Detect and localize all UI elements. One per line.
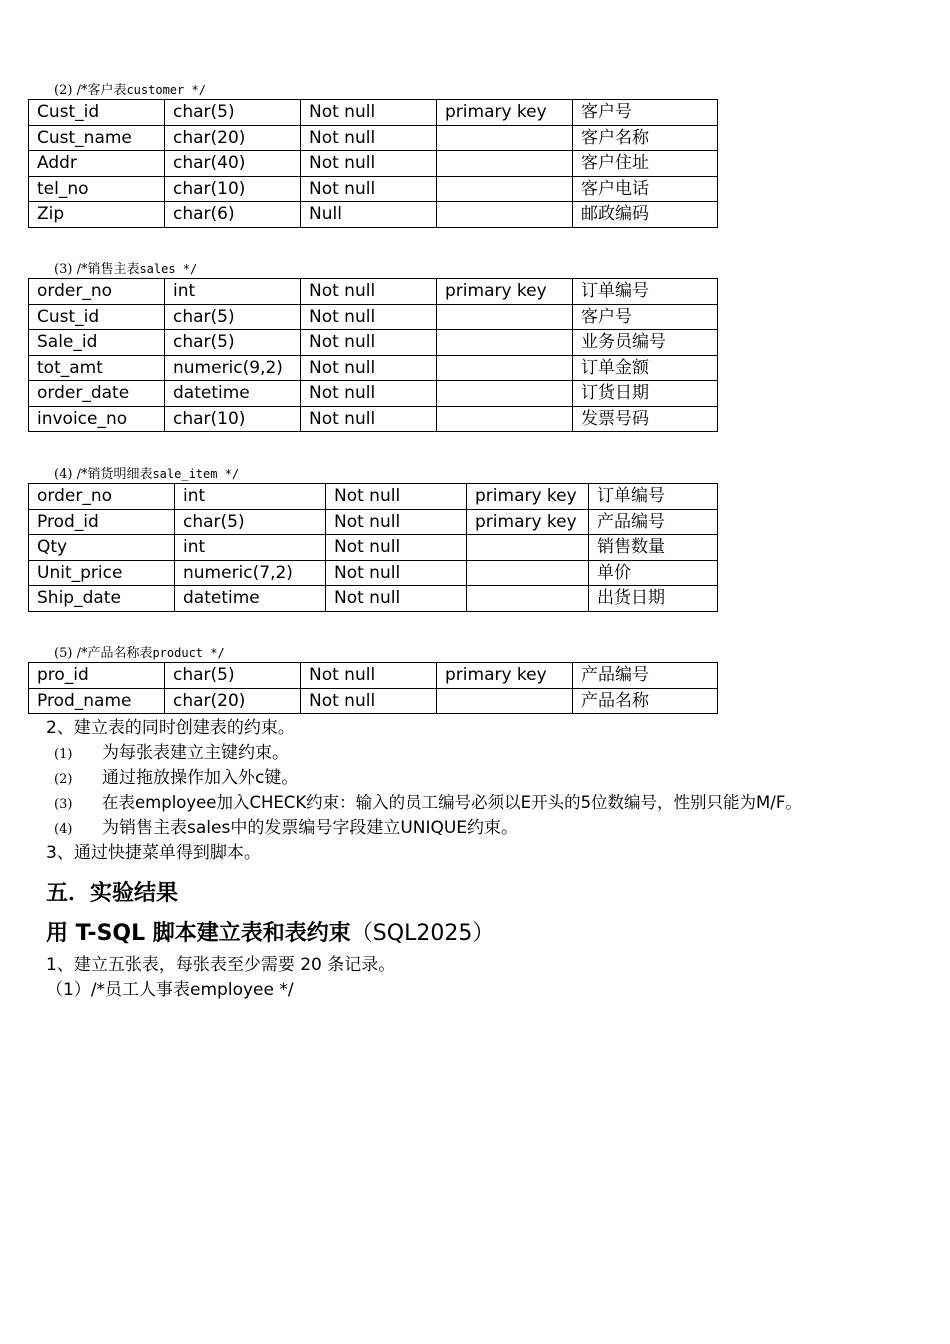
table-row xyxy=(29,406,718,432)
table-cell: Cust_name xyxy=(29,125,165,151)
table-cell: Addr xyxy=(29,151,165,177)
table-cell: 产品名称 xyxy=(573,688,718,714)
table-row xyxy=(29,330,718,356)
table-cell: 产品编号 xyxy=(573,663,718,689)
table-row xyxy=(29,100,718,126)
sub-item-2 xyxy=(54,767,72,791)
task-1-sub-text: （1）/*员工人事表employee */ xyxy=(46,980,294,1000)
table-cell: char(10) xyxy=(165,176,301,202)
table-cell: char(40) xyxy=(165,151,301,177)
table-cell xyxy=(437,125,573,151)
table-row xyxy=(29,279,718,305)
table-row xyxy=(29,125,718,151)
caption-prefix: /*产品名称表 xyxy=(76,646,153,661)
table-row xyxy=(29,509,718,535)
table-cell: 单价 xyxy=(589,560,718,586)
table-cell: pro_id xyxy=(29,663,165,689)
table-cell: datetime xyxy=(175,586,326,612)
table-cell: Not null xyxy=(326,484,467,510)
task-1-text: 1、建立五张表，每张表至少需要 20 条记录。 xyxy=(46,955,396,975)
sub-item-number: (3) xyxy=(54,797,73,812)
caption-code: customer */ xyxy=(126,83,206,97)
sale-item-table xyxy=(28,483,718,612)
table-row xyxy=(29,688,718,714)
table-cell: 客户号 xyxy=(573,304,718,330)
table-cell: Sale_id xyxy=(29,330,165,356)
table-cell: order_date xyxy=(29,381,165,407)
table-row xyxy=(29,304,718,330)
table-cell: Not null xyxy=(301,176,437,202)
table-cell: tel_no xyxy=(29,176,165,202)
table-cell: Prod_name xyxy=(29,688,165,714)
table-caption-product xyxy=(54,642,225,661)
table-cell: primary key xyxy=(467,484,589,510)
table-cell: numeric(7,2) xyxy=(175,560,326,586)
table-cell: char(20) xyxy=(165,688,301,714)
table-cell xyxy=(437,304,573,330)
table-cell: char(10) xyxy=(165,406,301,432)
caption-number: (4) xyxy=(54,467,73,482)
table-cell: invoice_no xyxy=(29,406,165,432)
item-3-text: 3、通过快捷菜单得到脚本。 xyxy=(46,843,261,863)
table-cell: 客户名称 xyxy=(573,125,718,151)
caption-prefix: /*客户表 xyxy=(76,83,127,98)
table-row xyxy=(29,484,718,510)
table-cell: 订单编号 xyxy=(573,279,718,305)
table-cell: Not null xyxy=(301,355,437,381)
table-cell: tot_amt xyxy=(29,355,165,381)
sales-table xyxy=(28,278,718,432)
table-cell: datetime xyxy=(165,381,301,407)
sub-item-1 xyxy=(54,742,72,766)
sub-heading xyxy=(46,916,494,947)
table-cell: Not null xyxy=(301,663,437,689)
sub-heading-light: （SQL2025） xyxy=(350,921,495,946)
table-cell: 订单编号 xyxy=(589,484,718,510)
sub-item-number: (2) xyxy=(54,772,73,787)
table-cell: 客户电话 xyxy=(573,176,718,202)
sub-item-3 xyxy=(54,792,72,816)
table-cell: int xyxy=(165,279,301,305)
table-cell: Cust_id xyxy=(29,100,165,126)
sub-item-3-text: 在表employee加入CHECK约束：输入的员工编号必须以E开头的5位数编号，性别只能为M/F。 xyxy=(102,793,802,812)
table-row xyxy=(29,151,718,177)
table-cell xyxy=(437,381,573,407)
table-cell: Unit_price xyxy=(29,560,175,586)
table-cell: Not null xyxy=(301,381,437,407)
table-cell: Null xyxy=(301,202,437,228)
table-cell: 销售数量 xyxy=(589,535,718,561)
caption-code: sales */ xyxy=(139,262,198,276)
table-cell: Qty xyxy=(29,535,175,561)
table-cell: int xyxy=(175,535,326,561)
table-cell: primary key xyxy=(437,100,573,126)
table-cell: 客户号 xyxy=(573,100,718,126)
table-cell xyxy=(437,355,573,381)
table-cell: Not null xyxy=(301,406,437,432)
table-cell xyxy=(467,535,589,561)
table-cell xyxy=(467,560,589,586)
table-cell: char(20) xyxy=(165,125,301,151)
caption-code: sale_item */ xyxy=(152,467,240,481)
table-cell: 产品编号 xyxy=(589,509,718,535)
table-cell: 客户住址 xyxy=(573,151,718,177)
table-cell: char(5) xyxy=(165,304,301,330)
caption-prefix: /*销货明细表 xyxy=(76,467,153,482)
sub-item-2-text: 通过拖放操作加入外c键。 xyxy=(102,768,299,788)
sub-heading-bold: 用 T-SQL 脚本建立表和表约束 xyxy=(46,921,351,946)
table-cell: Prod_id xyxy=(29,509,175,535)
table-cell: 订单金额 xyxy=(573,355,718,381)
table-row xyxy=(29,202,718,228)
table-cell: Ship_date xyxy=(29,586,175,612)
table-row xyxy=(29,663,718,689)
caption-number: (2) xyxy=(54,83,73,98)
table-cell: order_no xyxy=(29,279,165,305)
section-heading: 五．实验结果 xyxy=(46,881,179,906)
sub-item-number: (1) xyxy=(54,747,73,762)
customer-table xyxy=(28,99,718,228)
table-cell: char(6) xyxy=(165,202,301,228)
table-cell: char(5) xyxy=(165,663,301,689)
table-row xyxy=(29,381,718,407)
table-caption-customer xyxy=(54,79,206,98)
caption-number: (5) xyxy=(54,646,73,661)
table-caption-sales xyxy=(54,258,197,277)
table-cell xyxy=(437,202,573,228)
table-cell xyxy=(437,330,573,356)
table-caption-sale-item xyxy=(54,463,239,482)
table-cell: Not null xyxy=(301,304,437,330)
table-row xyxy=(29,355,718,381)
table-cell: Cust_id xyxy=(29,304,165,330)
table-cell: Not null xyxy=(301,279,437,305)
table-cell: Not null xyxy=(326,535,467,561)
table-row xyxy=(29,560,718,586)
table-cell: char(5) xyxy=(165,330,301,356)
table-cell: 订货日期 xyxy=(573,381,718,407)
table-cell: Not null xyxy=(326,560,467,586)
table-cell: Not null xyxy=(301,151,437,177)
table-cell xyxy=(437,406,573,432)
sub-item-1-text: 为每张表建立主键约束。 xyxy=(102,743,289,763)
product-table xyxy=(28,662,718,714)
table-cell: numeric(9,2) xyxy=(165,355,301,381)
table-row xyxy=(29,586,718,612)
table-cell: primary key xyxy=(467,509,589,535)
table-cell: Zip xyxy=(29,202,165,228)
table-cell xyxy=(437,688,573,714)
sub-item-4-text: 为销售主表sales中的发票编号字段建立UNIQUE约束。 xyxy=(102,818,519,838)
table-cell xyxy=(437,176,573,202)
sub-item-number: (4) xyxy=(54,822,73,837)
table-cell: Not null xyxy=(301,330,437,356)
table-cell: char(5) xyxy=(175,509,326,535)
table-cell: Not null xyxy=(301,688,437,714)
caption-number: (3) xyxy=(54,262,73,277)
table-cell: 业务员编号 xyxy=(573,330,718,356)
table-cell: int xyxy=(175,484,326,510)
table-row xyxy=(29,176,718,202)
table-cell: 邮政编码 xyxy=(573,202,718,228)
table-cell: primary key xyxy=(437,663,573,689)
item-2-text: 2、建立表的同时创建表的约束。 xyxy=(46,718,295,738)
table-cell xyxy=(437,151,573,177)
table-cell: order_no xyxy=(29,484,175,510)
table-cell: Not null xyxy=(301,125,437,151)
table-cell xyxy=(467,586,589,612)
table-cell: primary key xyxy=(437,279,573,305)
table-cell: Not null xyxy=(326,586,467,612)
sub-item-4 xyxy=(54,817,72,841)
caption-prefix: /*销售主表 xyxy=(76,262,140,277)
table-cell: Not null xyxy=(326,509,467,535)
caption-code: product */ xyxy=(152,646,225,660)
table-cell: 出货日期 xyxy=(589,586,718,612)
table-cell: Not null xyxy=(301,100,437,126)
table-cell: 发票号码 xyxy=(573,406,718,432)
table-row xyxy=(29,535,718,561)
table-cell: char(5) xyxy=(165,100,301,126)
